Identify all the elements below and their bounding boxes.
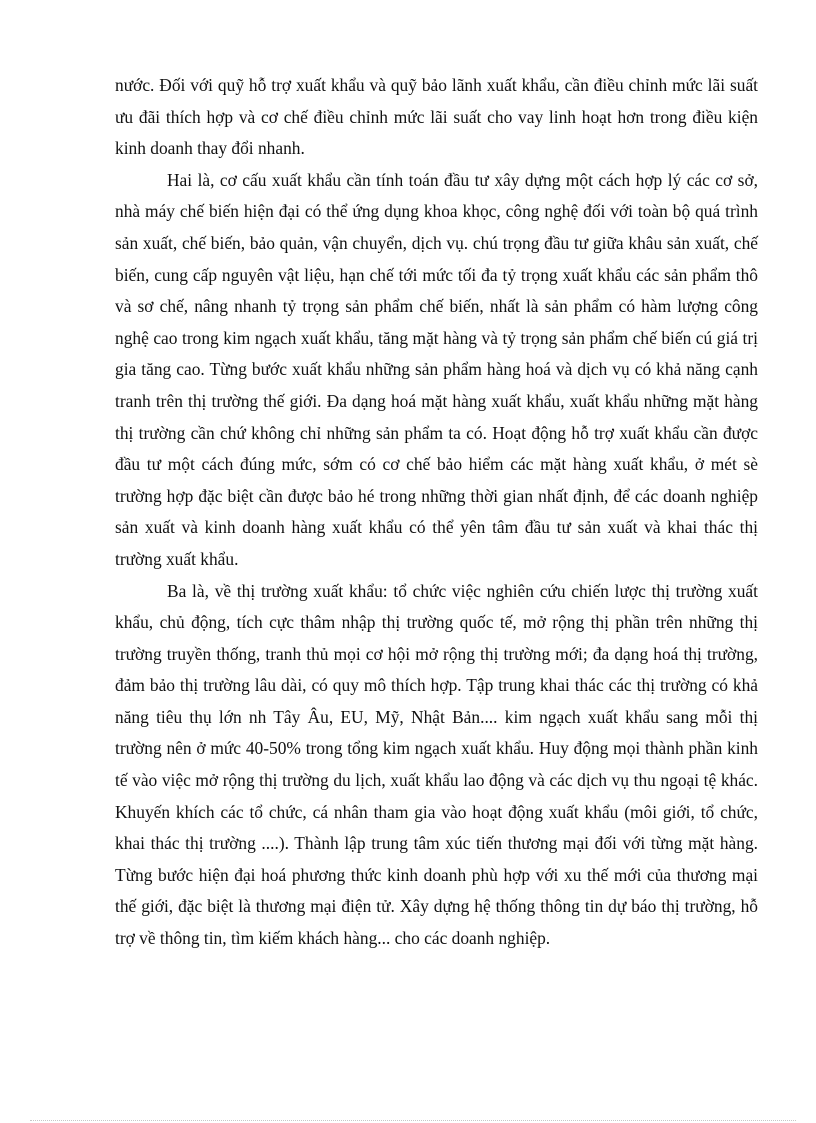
paragraph-continuation: nước. Đối với quỹ hỗ trợ xuất khẩu và quỹ bảo lãnh xuất khẩu, cần điều chỉnh mức lãi suất ưu đãi thích hợp và cơ chế điều chỉnh mức lãi suất cho vay linh hoạt hơn trong điều kiện kinh doanh thay đổi nhanh.	[115, 75, 758, 159]
paragraph-hai-la: Hai là, cơ cấu xuất khẩu cần tính toán đầu tư xây dựng một cách hợp lý các cơ sở, nhà máy chế biến hiện đại có thể ứng dụng khoa khọc, công nghệ đối với toàn bộ quá trình sản xuất, chế biến, bảo quản, vận chuyển, dịch vụ. chú trọng đầu tư giữa khâu sản xuất, chế biến, cung cấp nguyên vật liệu, hạn chế tới mức tối đa tỷ trọng xuất khẩu các sản phẩm thô và sơ chế, nâng nhanh tỷ trọng sản phẩm chế biến, nhất là sản phẩm có hàm lượng công nghệ cao trong kim ngạch xuất khẩu, tăng mặt hàng và tỷ trọng sản phẩm chế biến cú giá trị gia tăng cao. Từng bước xuất khẩu những sản phẩm hàng hoá và dịch vụ có khả năng cạnh tranh trên thị trường thế giới. Đa dạng hoá mặt hàng xuất khẩu, xuất khẩu những mặt hàng thị trường cần chứ không chỉ những sản phẩm ta có. Hoạt động hỗ trợ xuất khẩu cần được đầu tư một cách đúng mức, sớm có cơ chế bảo hiểm các mặt hàng xuất khẩu, ở mét sè trường hợp đặc biệt cần được bảo hé trong những thời gian nhất định, để các doanh nghiệp sản xuất và kinh doanh hàng xuất khẩu có thể yên tâm đầu tư sản xuất và khai thác thị trường xuất khẩu.	[115, 169, 758, 569]
paragraph-ba-la: Ba là, về thị trường xuất khẩu: tổ chức việc nghiên cứu chiến lược thị trường xuất khẩu, chủ động, tích cực thâm nhập thị trường quốc tế, mở rộng thị phần trên những thị trường truyền thống, tranh thủ mọi cơ hội mở rộng thị trường mới; đa dạng hoá thị trường, đảm bảo thị trường lâu dài, có quy mô thích hợp. Tập trung khai thác các thị trường có khả năng tiêu thụ lớn nh Tây Âu, EU, Mỹ, Nhật Bản.... kim ngạch xuất khẩu sang mỗi thị trường nên ở mức 40-50% trong tổng kim ngạch xuất khẩu. Huy động mọi thành phần kinh tế vào việc mở rộng thị trường du lịch, xuất khẩu lao động và các dịch vụ thu ngoại tệ khác. Khuyến khích các tổ chức, cá nhân tham gia vào hoạt động xuất khẩu (môi giới, tổ chức, khai thác thị trường ....). Thành lập trung tâm xúc tiến thương mại đối với từng mặt hàng. Từng bước hiện đại hoá phương thức kinh doanh phù hợp với xu thế mới của thương mại thế giới, đặc biệt là thương mại điện tử. Xây dựng hệ thống thông tin dự báo thị trường, hỗ trợ về thông tin, tìm kiếm khách hàng... cho các doanh nghiệp.	[115, 580, 758, 949]
page-bottom-divider	[30, 1120, 796, 1121]
body-text	[115, 70, 758, 955]
